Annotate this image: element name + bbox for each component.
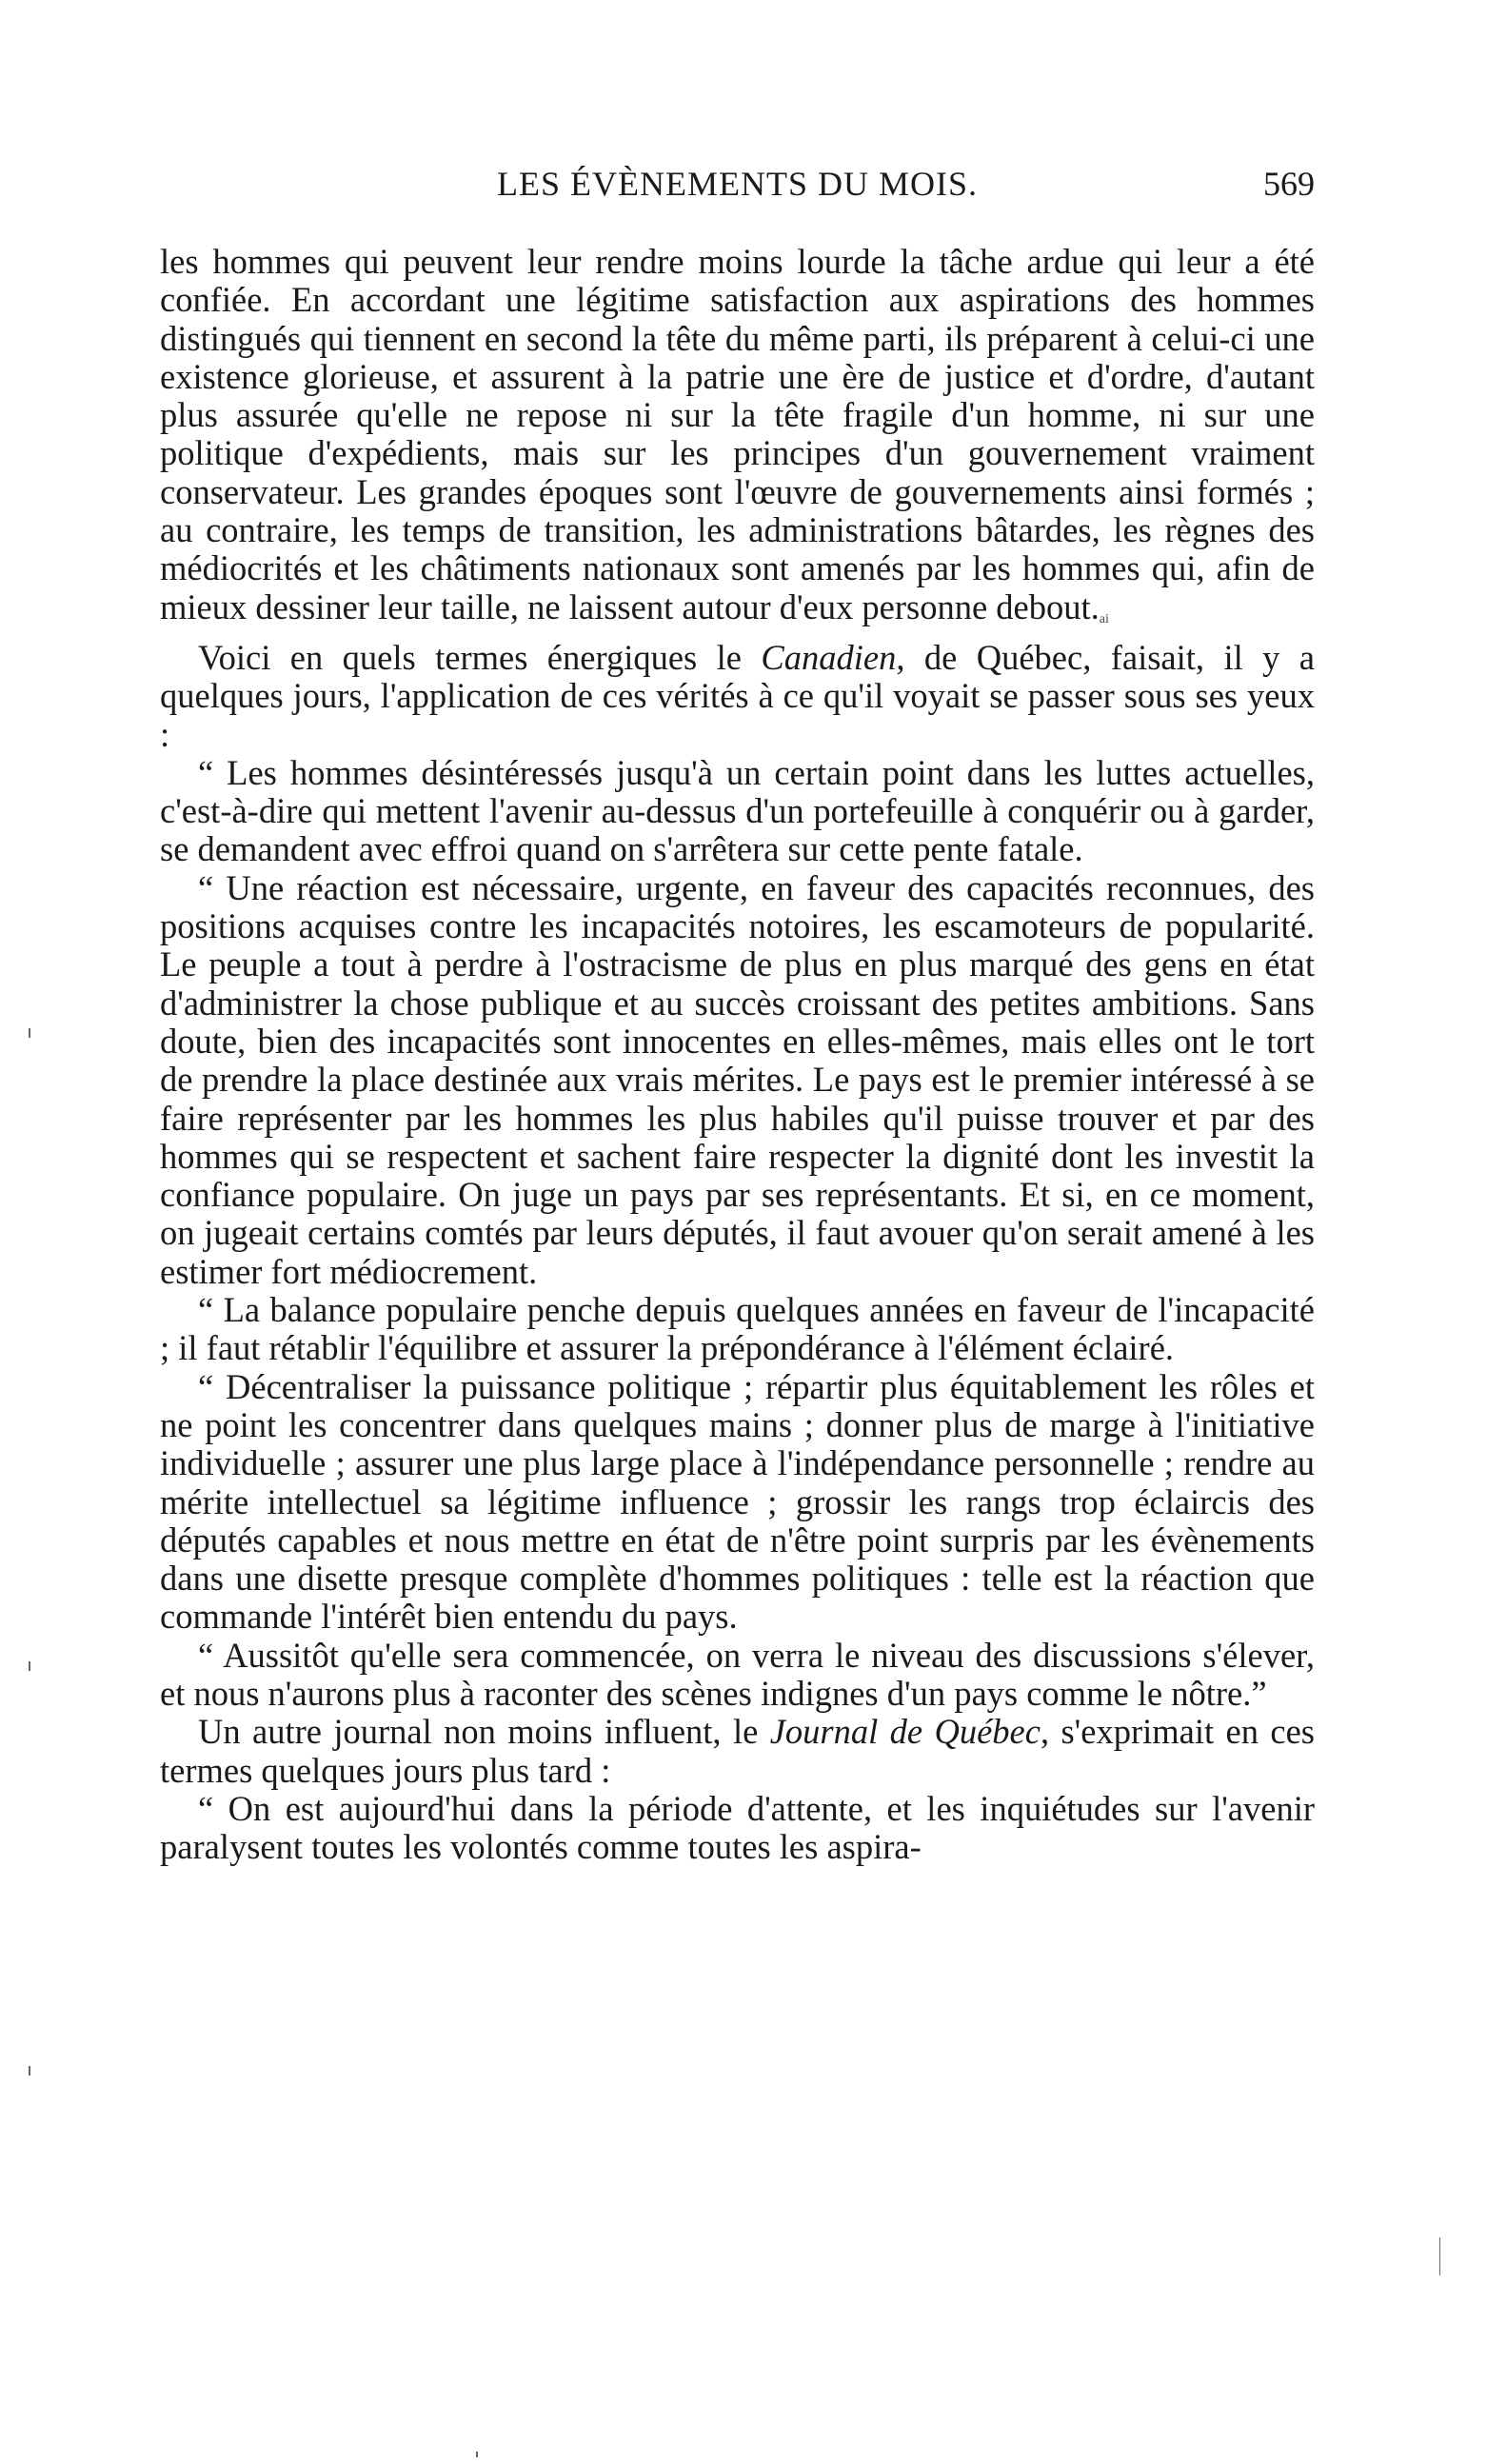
margin-tick-mark (29, 1028, 30, 1038)
paragraph-text: Un autre journal non moins influent, le (198, 1712, 770, 1752)
newspaper-title: Journal de Québec (769, 1712, 1041, 1752)
paragraph-text: , s'exprimait en ces termes quelques jours plus tard : (160, 1712, 1315, 1790)
paragraph-text: , de Québec, faisait, il y a quelques jours, l'application de ces vérités à ce qu'il voyait se passer sous ses yeux : (160, 637, 1315, 754)
margin-tick-mark (1439, 2237, 1440, 2275)
quote-paragraph: “ La balance populaire penche depuis quelques années en faveur de l'incapacité ; il faut rétablir l'équilibre et assurer la prépondérance à l'élément éclairé. (160, 1290, 1315, 1368)
quote-paragraph: “ Les hommes désintéressés jusqu'à un certain point dans les luttes actuelles, c'est-à-dire qui mettent l'avenir au-dessus d'un portefeuille à conquérir ou à garder, se demandent avec effroi quand on s'arrêtera sur cette pente fatale. (160, 752, 1315, 869)
paragraph-journal-intro (160, 1713, 1315, 1790)
quote-paragraph: “ Décentraliser la puissance politique ; répartir plus équitablement les rôles et ne point les concentrer dans quelques mains ; donner plus de marge à l'initiative individuelle ; assurer une plus large place à l'indépendance personnelle ; rendre au mérite intellectuel sa légitime influence ; grossir les rangs trop éclaircis des députés capables et nous mettre en état de n'être point surpris par les évènements dans une disette presque complète d'hommes politiques : telle est la réaction que commande l'intérêt bien entendu du pays. (160, 1366, 1315, 1637)
quote-paragraph: “ Une réaction est nécessaire, urgente, en faveur des capacités reconnues, des positions acquises contre les incapacités notoires, les escamoteurs de popularité. Le peuple a tout à perdre à l'ostracisme de plus en plus marqué des gens en état d'administrer la chose publique et au succès croissant des petites ambitions. Sans doute, bien des incapacités sont innocentes en elles-mêmes, mais elles ont le tort de prendre la place destinée aux vrais mérites. Le pays est le premier intéressé à se faire représenter par les hommes les plus habiles qu'il puisse trouver et par des hommes qui se respectent et sachent faire respecter la dignité dont les investit la confiance populaire. On juge un pays par ses représentants. Et si, en ce moment, on jugeait certains comtés par leurs députés, il faut avouer qu'on serait amené à les estimer fort médiocrement. (160, 867, 1315, 1291)
paragraph-text: Voici en quels termes énergiques le (198, 637, 762, 677)
page-header-title: LES ÉVÈNEMENTS DU MOIS. (497, 165, 978, 203)
quote-paragraph: “ On est aujourd'hui dans la période d'attente, et les inquiétudes sur l'avenir paralysent toutes les volontés comme toutes les aspira- (160, 1788, 1315, 1867)
margin-tick-mark (29, 1661, 30, 1671)
newspaper-title: Canadien (761, 637, 897, 677)
page-number: 569 (1263, 165, 1315, 203)
quote-paragraph: “ Aussitôt qu'elle sera commencée, on verra le niveau des discussions s'élever, et nous n'aurons plus à raconter des scènes indignes d'un pays comme le nôtre.” (160, 1635, 1315, 1713)
body-text (160, 243, 1315, 1866)
paragraph-canadien-intro (160, 639, 1315, 754)
paragraph-text: les hommes qui peuvent leur rendre moins lourde la tâche ardue qui leur a été confiée. En accordant une légitime satisfaction aux aspirations des hommes distingués qui tiennent en second la tête du même parti, ils préparent à celui-ci une existence glorieuse, et assurent à la patrie une ère de justice et d'ordre, d'autant plus assurée qu'elle ne repose ni sur la tête fragile d'un homme, ni sur une politique d'expédients, mais sur les principes d'un gouvernement vraiment conservateur. Les grandes époques sont l'œuvre de gouvernements ainsi formés ; au contraire, les temps de transition, les administrations bâtardes, les règnes des médiocrités et les châtiments nationaux sont amenés par les hommes qui, afin de mieux dessiner leur taille, ne laissent autour d'eux personne debout. (160, 242, 1315, 626)
margin-tick-mark (29, 2066, 30, 2076)
paragraph-continuation (160, 243, 1315, 639)
handwritten-note: ai (1099, 611, 1109, 626)
running-head (160, 160, 1315, 208)
margin-tick-mark (476, 2452, 478, 2457)
